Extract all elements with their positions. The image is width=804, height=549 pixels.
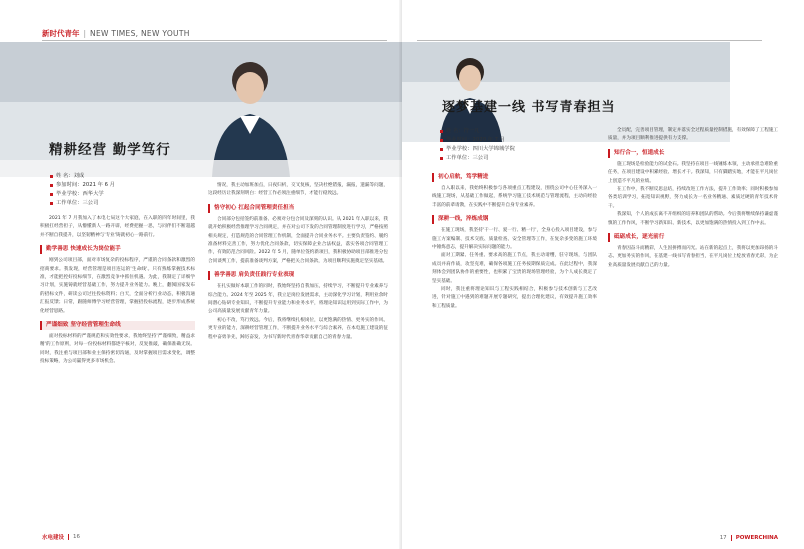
right-page — [402, 0, 804, 549]
header-section: NEW TIMES, NEW YOUTH — [90, 29, 190, 38]
bullet-icon — [440, 148, 443, 151]
meta-unit: 工作单位：三公司 — [56, 200, 99, 206]
page-number: 16 — [73, 534, 81, 540]
paragraph: 情况，我主动加班加点，日夜归析，交叉复核，坚决杜绝错报，漏报，遗漏等问题，这段经历让我深刻明白：经营工作必须注重细节，才能行稳致远。 — [208, 183, 388, 197]
section-heading: 深耕一线，淬炼成钢 — [432, 215, 597, 224]
header-brand: 新时代青年 — [42, 29, 80, 38]
left-column-1 — [40, 215, 195, 530]
meta-row — [50, 172, 115, 181]
right-footer — [720, 535, 778, 541]
bullet-icon — [50, 184, 53, 187]
meta-row — [440, 136, 515, 145]
author-meta — [50, 172, 115, 208]
bullet-icon — [440, 130, 443, 133]
right-column-1 — [432, 168, 597, 530]
section-heading: 恪守初心 扛起合同管理责任担当 — [208, 204, 388, 213]
paragraph: 在施工现场，我坚持'干一行、爱一行、精一行'，全身心投入项目建设，参与施工方案编制、技术交底、质量检查、安全管理等工作，在复杂多变的施工环境中锤炼意志，提升解决实际问题的能力。 — [432, 228, 597, 251]
paragraph: 全员配，完善项目管理，制定并落实全过程质量控制措施，有效保障了工程施工质量，并为项目顺利推进提供有力支撑。 — [608, 128, 778, 142]
meta-school: 毕业学校：四川大学锦城学院 — [446, 146, 515, 152]
paragraph: 初心不改，笃行致远。今后，我将继续扎根岗位，以更饱满的热情、更务实的作风、更专业的能力，深耕经营管理工作，不断提升业务水平与综合素养，在本电施工建设的征程中奋勇争先，踔厉奋发，为书写新时代青春华章贡献自己的青春力量。 — [208, 317, 388, 340]
bullet-icon — [50, 193, 53, 196]
paragraph: 2021 年 7 月我加入了本电七局这个大家庭，在入职的四年时间里，我积极扛经营担子，从懵懂新人一路开辟，经费把握一思，与同伴们不断超越并不断自我提升，以坚韧精神与'专业'铸就初心一路前行。 — [40, 216, 195, 238]
page-number: 17 — [719, 535, 727, 541]
paragraph: 青春因奋斗而精彩，人生因拼搏而闪光。站在新的起点上，我将以更加昂扬的斗志、更加务实的作风，在基建一线书写青春担当，在平凡岗位上绽放青春光彩，为企业高质量发展贡献自己的力量。 — [608, 246, 778, 268]
footer-divider — [68, 534, 69, 540]
section-heading: 砥砺成长，逐光前行 — [608, 233, 778, 242]
bullet-icon — [440, 139, 443, 142]
meta-row — [50, 190, 115, 199]
meta-date: 毕业时间：2020 年 7 月 — [446, 137, 505, 143]
footer-divider — [731, 535, 732, 541]
left-column-2 — [208, 182, 388, 530]
meta-row — [50, 199, 115, 208]
paragraph: 刚到公司项目部，面对市场复杂的投标程序，严谨的合同条款和激烈的招商要求。我发现，经营管理是项目连运的'生命线'。只有熟练掌握技术标准，才能把控好投标细节，在激烈竞争中抓住机遇。为此，我制定了详细学习计划，实施铸就经营基础工作，努力提升业务能力。晚上，翻阅国家发布的招标文件，研读公司过往投标资料；白天，全面分析行业动态，积极沟通汇报反馈；日常，跟随师傅学习经营管理，掌握招投标流程，逐步形成系统化经营思路。 — [40, 258, 195, 314]
article-title: 逐梦基建一线 书写青春担当 — [442, 100, 616, 115]
footer-brand: POWERCHINA — [735, 535, 778, 541]
section-heading: 知行合一，恒道成长 — [608, 149, 778, 158]
left-footer — [42, 533, 80, 541]
bullet-icon — [50, 175, 53, 178]
meta-school: 毕业学校：西华大学 — [56, 191, 104, 197]
author-meta — [440, 127, 515, 163]
bullet-icon — [50, 202, 53, 205]
paragraph: 面对工期紧、任务重、要求高的施工节点，我主动请缨，驻守现场，与团队成员并肩作战，攻坚克难，确保各项施工任务按期保质完成。在此过程中，我深刻体会到团队协作的重要性，也积累了宝贵的现场管理经验，为个人成长奠定了坚实基础。 — [432, 253, 597, 284]
bullet-icon — [440, 157, 443, 160]
paragraph: 合同部分包括签约前准备、必须对分包合同及深刻的认识。从 2021 年入职以来，我就开始积极经营推理学习合同规定，并在对公司下发的合同管理制度进行学习，严格按照相关规定，打造规范的合同管理工作机制，全面提升合同业务水平。主要负责签约、履约准备材料完善工作，努力优化合同条款，切实保障企业合法权益，落实各项合同管理工作，有效防范合同风险。2022 年 5 月，随单位签约新项目，我积极协助项目部推进分包合同谈判工作，提前准备谈判方案，严格把关合同条款，为项目顺利实施奠定坚实基础。 — [208, 216, 388, 264]
paragraph: 同时，我注重将理论知识与工程实践相结合，积极参与技术创新与工艺改进，针对施工中遇到的难题开展专题研究，提出合理化建议，有效提升施工效率和工程质量。 — [432, 287, 597, 309]
header-separator: | — [83, 29, 87, 38]
paragraph: 面对投标材料的严谨规范和实效性要求，我始终坚持'严谨细致，精益求精'的工作原则，对每一份投标材料都逐字核对，反复推敲，确保准确无误。同时，我注重与项目部和业主保持密切沟通，及时掌握项目需求变化，调整投标策略，为公司赢得更多市场机会。 — [40, 334, 195, 365]
meta-row — [440, 145, 515, 154]
meta-name: 姓 名：符一凡 — [446, 128, 480, 134]
section-heading: 初心启航，笃学精进 — [432, 173, 597, 182]
section-heading: 勤学善思 快速成长为岗位能手 — [40, 245, 195, 254]
paragraph: 自入职以来，我始终积极参与各项重点工程建设，围绕公司中心任务深入一线施工现场，从基础工作做起，系统学习施工技术规范与管理流程，主动向经验丰富的前辈请教，在实践中不断提升自身专业素养。 — [432, 186, 597, 208]
section-heading: 善学善思 肩负责任践行专业表现 — [208, 271, 388, 280]
paragraph: 施工现场是检验能力的试金石。我坚持在项目一线锤炼本领，主动承担急难险重任务，在项目建设中积累经验、增长才干。我深知，只有脚踏实地，才能在平凡岗位上创造不平凡的业绩。 — [608, 161, 778, 184]
meta-date: 参加时间：2021 年 6 月 — [56, 182, 115, 188]
article-title: 精耕经营 勤学笃行 — [49, 142, 171, 158]
meta-row — [440, 127, 515, 136]
meta-name: 姓 名：刘成 — [56, 173, 85, 179]
meta-row — [440, 154, 515, 163]
meta-unit: 工作单位：三公司 — [446, 155, 489, 161]
footer-brand: 水电建设 — [42, 535, 65, 541]
header-rule — [417, 40, 762, 41]
section-heading: 严谨细致 坚守经营管理生命线 — [40, 321, 195, 330]
meta-row — [50, 181, 115, 190]
paragraph: 我深知，个人的成长离不开组织的培养和团队的帮助。今后我将继续保持谦虚谨慎的工作作风，不断学习新知识、新技术，以更加饱满的热情投入到工作中去。 — [608, 212, 778, 226]
paragraph: 在工作中，我不断反思总结，持续改进工作方法，提升工作效率；同时积极参加各类培训学习，拓宽知识视野，努力成长为一名业务精通、素质过硬的青年技术骨干。 — [608, 187, 778, 209]
right-column-2 — [608, 127, 778, 530]
section-header — [42, 28, 190, 39]
header-rule — [42, 40, 387, 41]
paragraph: 在扎实做好本职工作的同时，我始终坚持自我加压，持续学习，不断提升专业素养与综合能力。2024 年至 2025 年，我立足岗位发展需求，主动深化学习计划，利用业余时间潜心钻研专业知识，不断提升专业能力和业务水平，将理论知识运用到实际工作中，为公司高质量发展贡献青年力量。 — [208, 284, 388, 315]
